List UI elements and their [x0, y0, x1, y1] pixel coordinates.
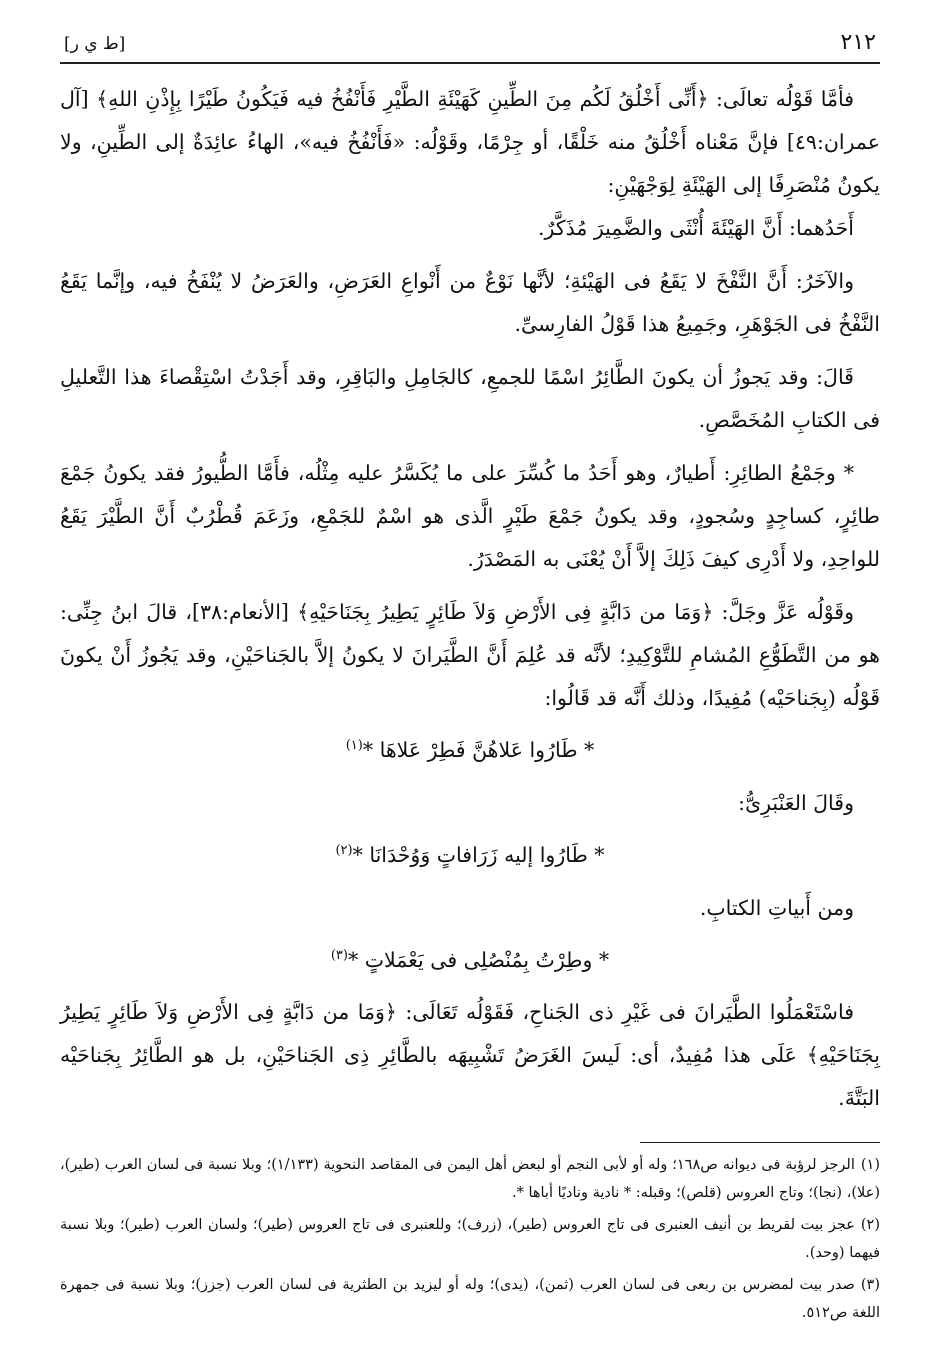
- verse-1: [60, 724, 880, 772]
- page-number: ٢١٢: [840, 30, 876, 55]
- root-label: [ط ي ر]: [64, 34, 126, 54]
- footnote-2: [60, 1211, 880, 1267]
- footnote-3-text: صدر بيت لمضرس بن ربعى فى لسان العرب (ثمن)، (يدى)؛ وله أو ليزيد بن الطثرية فى لسان العرب (جزز)؛ وبلا نسبة فى جمهرة اللغة ص٥١٢.: [60, 1277, 880, 1322]
- verse-3-footnote-ref[interactable]: (٣): [330, 947, 348, 963]
- verse-1-footnote-ref[interactable]: (١): [345, 738, 363, 753]
- footnote-rule: [640, 1142, 880, 1143]
- footnote-2-number: (٢): [860, 1217, 880, 1234]
- main-text: [60, 78, 880, 1120]
- footnote-3: [60, 1271, 880, 1327]
- paragraph-7: وقَالَ العَنْبَرِىُّ:: [738, 790, 854, 815]
- verse-3: [60, 934, 880, 982]
- verse-1-text: * طَارُوا عَلاهُنَّ فَطِرْ عَلاهَا *: [362, 737, 595, 762]
- footnote-1: [60, 1151, 880, 1207]
- paragraph-1: فأمَّا قَوْلُه تعالَى: ﴿أَنِّى أَخْلُقُ لَكُم مِنَ الطِّينِ كَهَيْئَةِ الطَّيْرِ فَأَنْفُخُ فيه فَيَكُونُ طَيْرًا بِإِذْنِ اللهِ﴾ [آل عمران:٤٩] فإنَّ مَعْناه أَخْلُقُ منه خَلْقًا، أو جِرْمًا، وقَوْلُه: «فَأَنْفُخُ فيه»، الهاءُ عائِدَةٌ إلى الطِّينِ، ولا يكونُ مُنْصَرِفًا إلى الهَيْئَةِ لِوَجْهَيْنِ:: [60, 87, 880, 197]
- paragraph-6: وقَوْلُه عَزَّ وجَلَّ: ﴿وَمَا من دَابَّةٍ فِى الأَرْضِ وَلاَ طَائِرٍ يَطِيرُ بِجَنَاحَيْهِ﴾ [الأنعام:٣٨]، قالَ ابنُ جِنِّى: هو من التَّطَوُّعِ المُشامِ للتَّوْكِيدِ؛ لأنَّه قد عُلِمَ أَنَّ الطَّيَرانَ لا يكونُ إلاَّ بالجَناحَيْنِ، وقد يَجُوزُ أَنْ يكونَ قَوْلُه (بِجَناحَيْه) مُفِيدًا، وذلك أَنَّه قد قَالُوا:: [60, 600, 880, 710]
- verse-3-text: * وطِرْتُ بِمُنْصُلِى فى يَعْمَلاتٍ *: [347, 947, 610, 972]
- footnote-3-number: (٣): [860, 1277, 880, 1294]
- page-header: [60, 30, 880, 58]
- footnote-2-text: عجز بيت لقريط بن أنيف العنبرى فى تاج العروس (طير)، (زرف)؛ وللعنبرى فى تاج العروس (طير)؛ ولسان العرب (طير)؛ وبلا نسبة فيهما (وحد).: [60, 1217, 880, 1262]
- paragraph-9: فاسْتَعْمَلُوا الطَّيَرانَ فى غَيْرِ ذى الجَناحِ، فَقَوْلُه تَعَالَى: ﴿وَمَا من دَابَّةٍ فِى الأَرْضِ وَلاَ طَائِرٍ يَطِيرُ بِجَنَاحَيْهِ﴾ عَلَى هذا مُفِيدٌ، أى: لَيسَ الغَرَضُ تَشْبِيهَه بالطَّائِرِ ذِى الجَناحَيْنِ، بل هو الطَّائِرُ بِجَناحَيْه البَتَّةَ.: [60, 1000, 880, 1111]
- paragraph-3: والآخَرُ: أَنَّ النَّفْخَ لا يَقَعُ فى الهَيْئةِ؛ لأنَّها نَوْعٌ من أَنْواعِ العَرَضِ، والعَرَضُ لا يُنْفَخُ فيه، وإنَّما يَقَعُ النَّفْخُ فى الجَوْهَرِ، وجَمِيعُ هذا قَوْلُ الفارِسىِّ.: [60, 269, 880, 336]
- footnotes: [60, 1151, 880, 1327]
- header-rule: [60, 62, 880, 64]
- paragraph-2: أَحَدُهما: أَنَّ الهَيْئَةَ أُنْثَى والضَّمِيرَ مُذَكَّرٌ.: [538, 216, 854, 240]
- verse-2-footnote-ref[interactable]: (٢): [335, 842, 353, 858]
- paragraph-8: ومن أَبياتِ الكتابِ.: [699, 895, 854, 920]
- footnote-1-text: الرجز لرؤبة فى ديوانه ص١٦٨؛ وله أو لأبى النجم أو لبعض أهل اليمن فى المقاصد النحوية (١/١٣٣)؛ وبلا نسبة فى لسان العرب (طير)، (علا)، (نجا)؛ وتاج العروس (قلص)؛ وقبله: * نادية وناديًا أباها *.: [60, 1157, 880, 1202]
- verse-2-text: * طَارُوا إليه زَرَافاتٍ وَوُحْدَانَا *: [352, 842, 605, 867]
- paragraph-4: قَالَ: وقد يَجوزُ أن يكونَ الطَّائِرُ اسْمًا للجمعِ، كالجَامِلِ والبَاقِرِ، وقد أَجَدْتُ اسْتِقْصاءَ هذا التَّعليلِ فى الكتابِ المُخَصَّصِ.: [60, 365, 880, 432]
- footnote-1-number: (١): [860, 1157, 880, 1174]
- book-page: [60, 30, 880, 1340]
- paragraph-5: * وجَمْعُ الطائِرِ: أَطيارٌ، وهو أَحَدُ ما كُسِّرَ على ما يُكَسَّرُ عليه مِثْلُه، فأَمَّا الطُّيورُ فقد يكونُ جَمْعَ طائِرٍ، كساجِدٍ وسُجودٍ، وقد يكونُ جَمْعَ طَيْرٍ الَّذى هو اسْمٌ للجَمْعِ، وزَعَمَ قُطْرُبٌ أَنَّ الطَّيْرَ يَقَعُ للواحِدِ، ولا أَدْرِى كيفَ ذَلِكَ إلاَّ أَنْ يُعْنَى به المَصْدَرُ.: [60, 461, 880, 571]
- verse-2: [60, 829, 880, 877]
